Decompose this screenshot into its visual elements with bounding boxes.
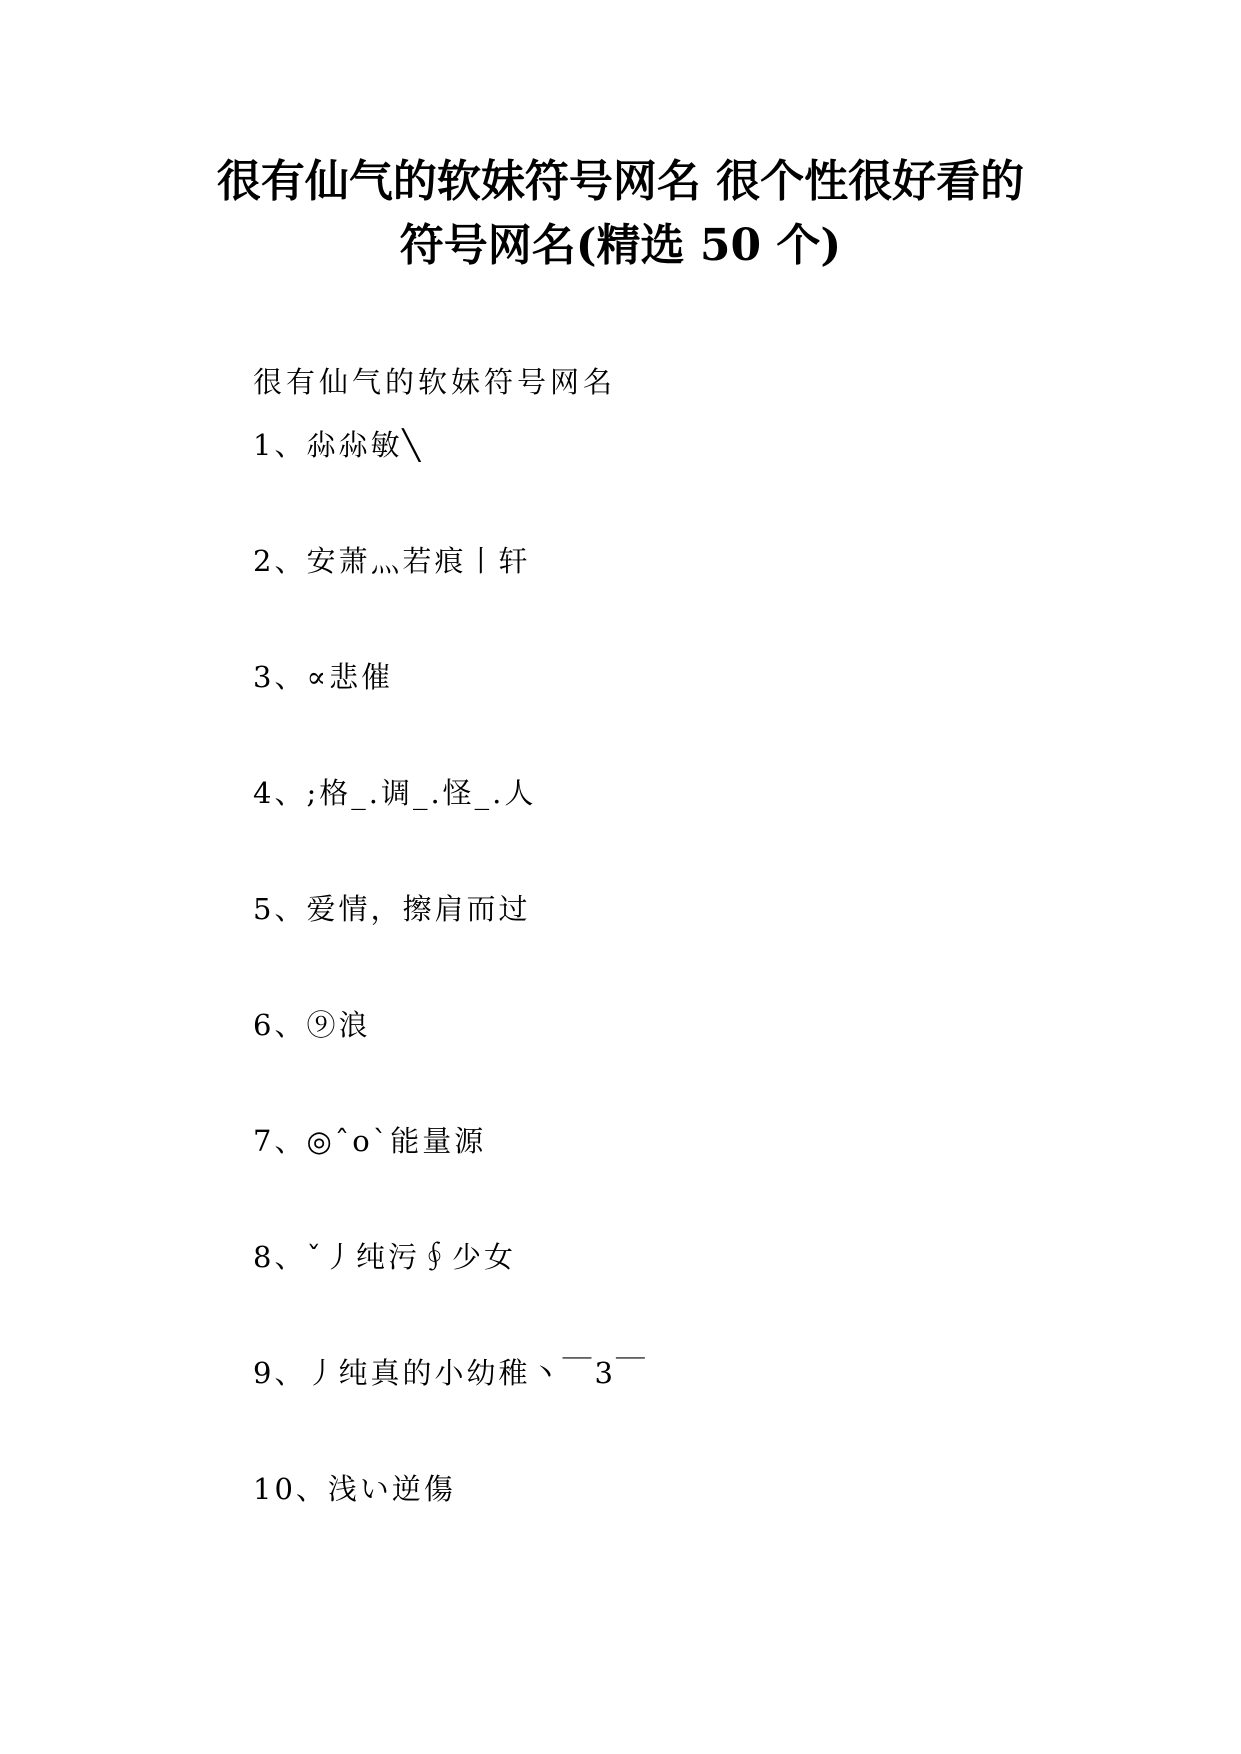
list-item: 8、ˇ丿纯污∮少女 (253, 1240, 516, 1274)
section-heading: 很有仙气的软妹符号网名 (253, 365, 617, 399)
title-line-1: 很有仙气的软妹符号网名 很个性很好看的 (216, 156, 1025, 207)
list-item: 4、;格_.调_.怪_.人 (253, 776, 537, 810)
document-title (0, 150, 1241, 278)
list-item: 7、◎ˆoˋ能量源 (253, 1124, 487, 1158)
list-item: 9、丿纯真的小幼稚丶￣3￣ (253, 1356, 648, 1390)
list-item: 5、爱情，擦肩而过 (253, 892, 531, 926)
list-item: 10、浅い逆傷 (253, 1472, 456, 1506)
document-body (253, 358, 1153, 1576)
list-item: 1、尛尛敏╲ (253, 428, 423, 462)
title-line-2: 符号网名(精选 50 个) (399, 220, 842, 271)
nickname-list (253, 416, 1153, 1576)
list-item: 3、∝悲催 (253, 660, 394, 694)
list-item: 2、安萧灬若痕丨轩 (253, 544, 531, 578)
list-item: 6、⑨浪 (253, 1008, 371, 1042)
